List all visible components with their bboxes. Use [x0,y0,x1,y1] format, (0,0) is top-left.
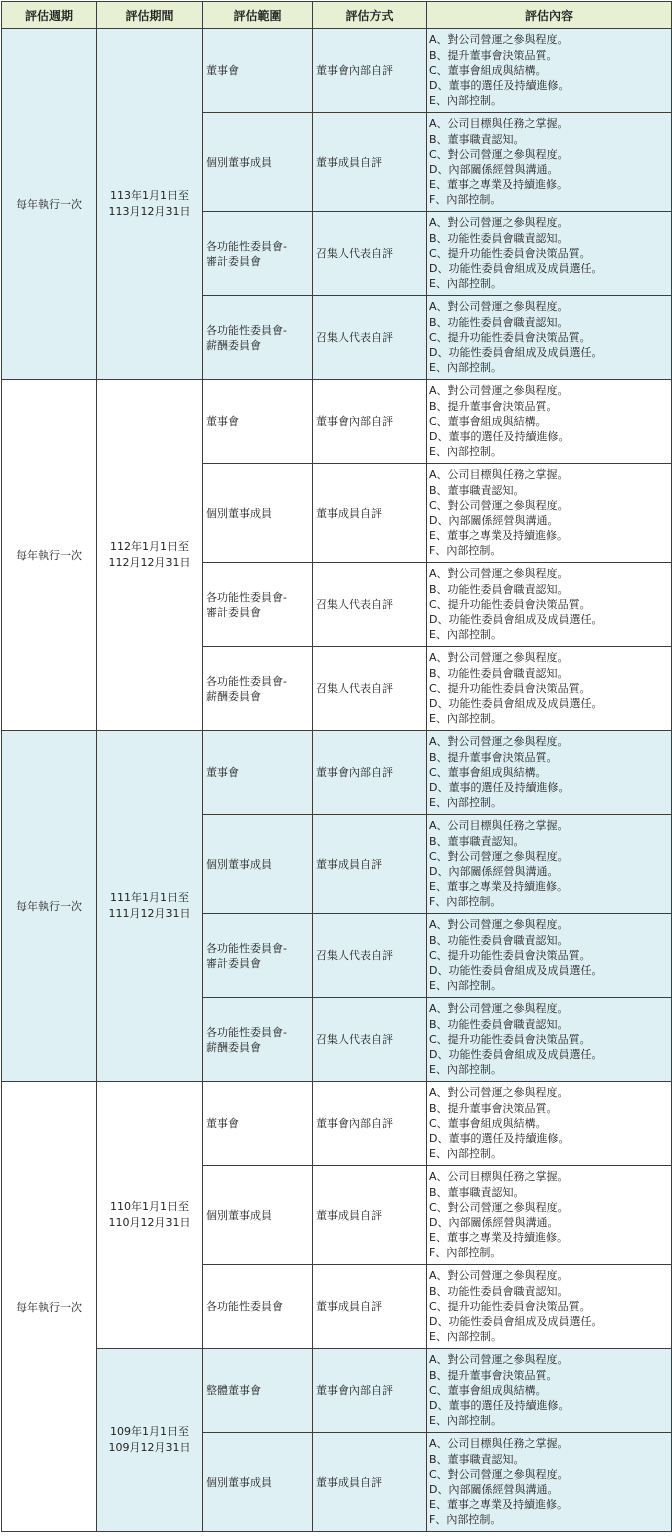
table-row [2,1349,672,1433]
method-cell: 召集人代表自評 [313,647,427,731]
content-cell: A、對公司營運之參與程度。 B、提升董事會決策品質。 C、董事會組成與結構。 D、董事的選任及持續進修。 E、內部控制。 [427,1082,672,1166]
scope-cell: 個別董事成員 [203,464,313,563]
scope-cell: 各功能性委員會- 薪酬委員會 [203,647,313,731]
scope-cell: 各功能性委員會- 審計委員會 [203,563,313,647]
header-period: 評估期間 [97,2,203,29]
method-cell: 召集人代表自評 [313,998,427,1082]
period-cell: 113年1月1日至 113月12月31日 [97,29,203,380]
content-cell: A、公司目標與任務之掌握。 B、董事職責認知。 C、對公司營運之參與程度。 D、內部關係經營與溝通。 E、董事之專業及持續進修。 F、內部控制。 [427,815,672,914]
period-cell: 109年1月1日至 109月12月31日 [97,1349,203,1532]
scope-cell: 整體董事會 [203,1349,313,1433]
header-scope: 評估範圍 [203,2,313,29]
method-cell: 董事成員自評 [313,1433,427,1532]
scope-cell: 董事會 [203,1082,313,1166]
method-cell: 董事成員自評 [313,113,427,212]
scope-cell: 個別董事成員 [203,113,313,212]
method-cell: 召集人代表自評 [313,914,427,998]
content-cell: A、對公司營運之參與程度。 B、提升董事會決策品質。 C、董事會組成與結構。 D、董事的選任及持續進修。 E、內部控制。 [427,380,672,464]
content-cell: A、對公司營運之參與程度。 B、提升董事會決策品質。 C、董事會組成與結構。 D、董事的選任及持續進修。 E、內部控制。 [427,29,672,113]
content-cell: A、公司目標與任務之掌握。 B、董事職責認知。 C、對公司營運之參與程度。 D、內部關係經營與溝通。 E、董事之專業及持續進修。 F、內部控制。 [427,1433,672,1532]
table-row [2,1082,672,1166]
header-content: 評估內容 [427,2,672,29]
cycle-cell: 每年執行一次 [2,731,97,1082]
method-cell: 董事會內部自評 [313,380,427,464]
scope-cell: 各功能性委員會- 審計委員會 [203,914,313,998]
content-cell: A、公司目標與任務之掌握。 B、董事職責認知。 C、對公司營運之參與程度。 D、內部關係經營與溝通。 E、董事之專業及持續進修。 F、內部控制。 [427,1166,672,1265]
method-cell: 董事會內部自評 [313,1349,427,1433]
scope-cell: 各功能性委員會- 薪酬委員會 [203,296,313,380]
scope-cell: 董事會 [203,29,313,113]
period-cell: 111年1月1日至 111月12月31日 [97,731,203,1082]
content-cell: A、對公司營運之參與程度。 B、功能性委員會職責認知。 C、提升功能性委員會決策品質。 D、功能性委員會組成及成員選任。 E、內部控制。 [427,647,672,731]
table-row [2,29,672,113]
content-cell: A、公司目標與任務之掌握。 B、董事職責認知。 C、對公司營運之參與程度。 D、內部關係經營與溝通。 E、董事之專業及持續進修。 F、內部控制。 [427,113,672,212]
content-cell: A、對公司營運之參與程度。 B、功能性委員會職責認知。 C、提升功能性委員會決策品質。 D、功能性委員會組成及成員選任。 E、內部控制。 [427,212,672,296]
content-cell: A、對公司營運之參與程度。 B、提升董事會決策品質。 C、董事會組成與結構。 D、董事的選任及持續進修。 E、內部控制。 [427,1349,672,1433]
cycle-cell: 每年執行一次 [2,29,97,380]
header-method: 評估方式 [313,2,427,29]
method-cell: 董事會內部自評 [313,731,427,815]
scope-cell: 各功能性委員會- 薪酬委員會 [203,998,313,1082]
table-row [2,731,672,815]
method-cell: 召集人代表自評 [313,212,427,296]
scope-cell: 個別董事成員 [203,1166,313,1265]
table-row [2,380,672,464]
content-cell: A、對公司營運之參與程度。 B、提升董事會決策品質。 C、董事會組成與結構。 D、董事的選任及持續進修。 E、內部控制。 [427,731,672,815]
period-cell: 110年1月1日至 110月12月31日 [97,1082,203,1349]
cycle-cell: 每年執行一次 [2,1082,97,1532]
method-cell: 董事會內部自評 [313,29,427,113]
scope-cell: 董事會 [203,731,313,815]
scope-cell: 各功能性委員會- 審計委員會 [203,212,313,296]
cycle-cell: 每年執行一次 [2,380,97,731]
content-cell: A、對公司營運之參與程度。 B、功能性委員會職責認知。 C、提升功能性委員會決策品質。 D、功能性委員會組成及成員選任。 E、內部控制。 [427,998,672,1082]
scope-cell: 個別董事成員 [203,1433,313,1532]
header-row [2,2,672,29]
evaluation-table [1,1,672,1532]
content-cell: A、公司目標與任務之掌握。 B、董事職責認知。 C、對公司營運之參與程度。 D、內部關係經營與溝通。 E、董事之專業及持續進修。 F、內部控制。 [427,464,672,563]
method-cell: 董事成員自評 [313,1265,427,1349]
content-cell: A、對公司營運之參與程度。 B、功能性委員會職責認知。 C、提升功能性委員會決策品質。 D、功能性委員會組成及成員選任。 E、內部控制。 [427,914,672,998]
content-cell: A、對公司營運之參與程度。 B、功能性委員會職責認知。 C、提升功能性委員會決策品質。 D、功能性委員會組成及成員選任。 E、內部控制。 [427,296,672,380]
scope-cell: 董事會 [203,380,313,464]
scope-cell: 各功能性委員會 [203,1265,313,1349]
method-cell: 董事成員自評 [313,1166,427,1265]
method-cell: 召集人代表自評 [313,563,427,647]
method-cell: 召集人代表自評 [313,296,427,380]
period-cell: 112年1月1日至 112月12月31日 [97,380,203,731]
content-cell: A、對公司營運之參與程度。 B、功能性委員會職責認知。 C、提升功能性委員會決策品質。 D、功能性委員會組成及成員選任。 E、內部控制。 [427,563,672,647]
header-cycle: 評估週期 [2,2,97,29]
method-cell: 董事成員自評 [313,815,427,914]
method-cell: 董事成員自評 [313,464,427,563]
scope-cell: 個別董事成員 [203,815,313,914]
method-cell: 董事會內部自評 [313,1082,427,1166]
content-cell: A、對公司營運之參與程度。 B、功能性委員會職責認知。 C、提升功能性委員會決策品質。 D、功能性委員會組成及成員選任。 E、內部控制。 [427,1265,672,1349]
